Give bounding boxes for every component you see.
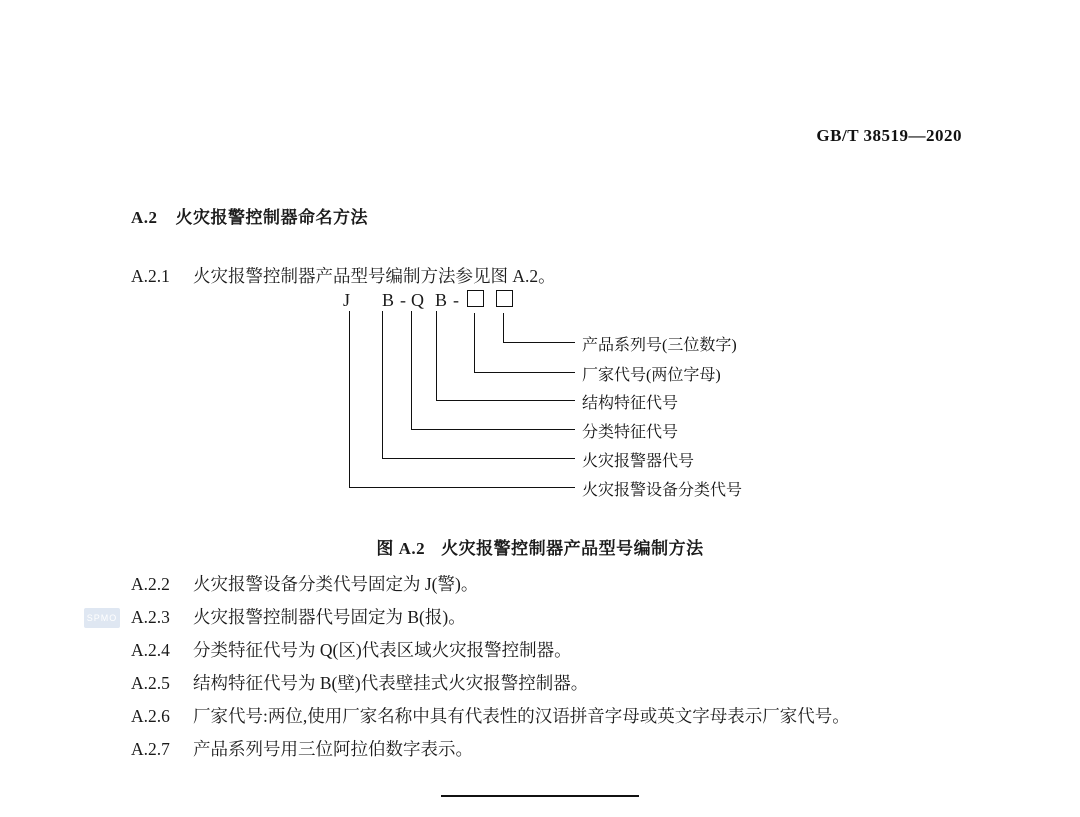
paragraph-number: A.2.1	[131, 266, 170, 286]
leader-line-manufacturer-horizontal	[474, 372, 575, 373]
figure-caption-number: 图 A.2	[376, 539, 426, 558]
leader-line-structure-vertical	[436, 311, 437, 401]
paragraph-a24	[131, 637, 572, 663]
paragraph-a25	[131, 670, 588, 696]
figure-label-equipmentclass: 火灾报警设备分类代号	[582, 482, 743, 499]
figure-caption	[0, 534, 1080, 559]
leader-line-manufacturer-vertical	[474, 313, 475, 373]
leader-line-classification-horizontal	[411, 429, 575, 430]
paragraph-a26	[131, 703, 850, 729]
paragraph-number: A.2.3	[131, 607, 170, 627]
figure-label-classification: 分类特征代号	[582, 424, 679, 441]
watermark-badge: SPMO	[84, 608, 120, 628]
leader-line-alarmcode-horizontal	[382, 458, 575, 459]
leader-line-equipmentclass-vertical	[349, 311, 350, 488]
leader-line-series-vertical	[503, 313, 504, 343]
code-box-series	[496, 290, 513, 307]
code-token-dash2: -	[453, 290, 459, 310]
paragraph-text: 产品系列号用三位阿拉伯数字表示。	[193, 739, 473, 759]
leader-line-series-horizontal	[503, 342, 575, 343]
leader-line-alarmcode-vertical	[382, 311, 383, 459]
code-token-j: J	[343, 290, 351, 310]
paragraph-a22	[131, 571, 478, 597]
standard-number-header: GB/T 38519—2020	[816, 126, 962, 145]
paragraph-a23	[131, 604, 466, 630]
paragraph-text: 结构特征代号为 B(壁)代表壁挂式火灾报警控制器。	[193, 673, 589, 693]
figure-label-alarmcode: 火灾报警器代号	[582, 453, 695, 470]
paragraph-text: 厂家代号:两位,使用厂家名称中具有代表性的汉语拼音字母或英文字母表示厂家代号。	[193, 706, 850, 726]
figure-label-manufacturer: 厂家代号(两位字母)	[582, 367, 721, 384]
paragraph-number: A.2.6	[131, 706, 170, 726]
paragraph-number: A.2.5	[131, 673, 170, 693]
section-number: A.2	[131, 208, 158, 227]
code-token-q: Q	[411, 290, 424, 310]
paragraph-a27	[131, 736, 473, 762]
code-token-b: B	[382, 290, 395, 310]
leader-line-classification-vertical	[411, 311, 412, 430]
paragraph-number: A.2.2	[131, 574, 170, 594]
figure-caption-title: 火灾报警控制器产品型号编制方法	[441, 539, 704, 558]
paragraph-text: 火灾报警控制器产品型号编制方法参见图 A.2。	[193, 266, 556, 286]
paragraph-number: A.2.7	[131, 739, 170, 759]
section-heading	[131, 203, 368, 228]
figure-label-structure: 结构特征代号	[582, 395, 679, 412]
paragraph-text: 分类特征代号为 Q(区)代表区域火灾报警控制器。	[193, 640, 572, 660]
leader-line-structure-horizontal	[436, 400, 575, 401]
figure-label-series: 产品系列号(三位数字)	[582, 337, 737, 354]
code-token-dash1: -	[400, 290, 406, 310]
figure-a2	[0, 285, 1080, 530]
code-token-b2: B	[435, 290, 448, 310]
page-bottom-rule	[441, 795, 639, 797]
paragraph-text: 火灾报警设备分类代号固定为 J(警)。	[193, 574, 479, 594]
section-title: 火灾报警控制器命名方法	[175, 208, 369, 227]
code-box-manufacturer	[467, 290, 484, 307]
leader-line-equipmentclass-horizontal	[349, 487, 575, 488]
paragraph-number: A.2.4	[131, 640, 170, 660]
paragraph-text: 火灾报警控制器代号固定为 B(报)。	[193, 607, 466, 627]
